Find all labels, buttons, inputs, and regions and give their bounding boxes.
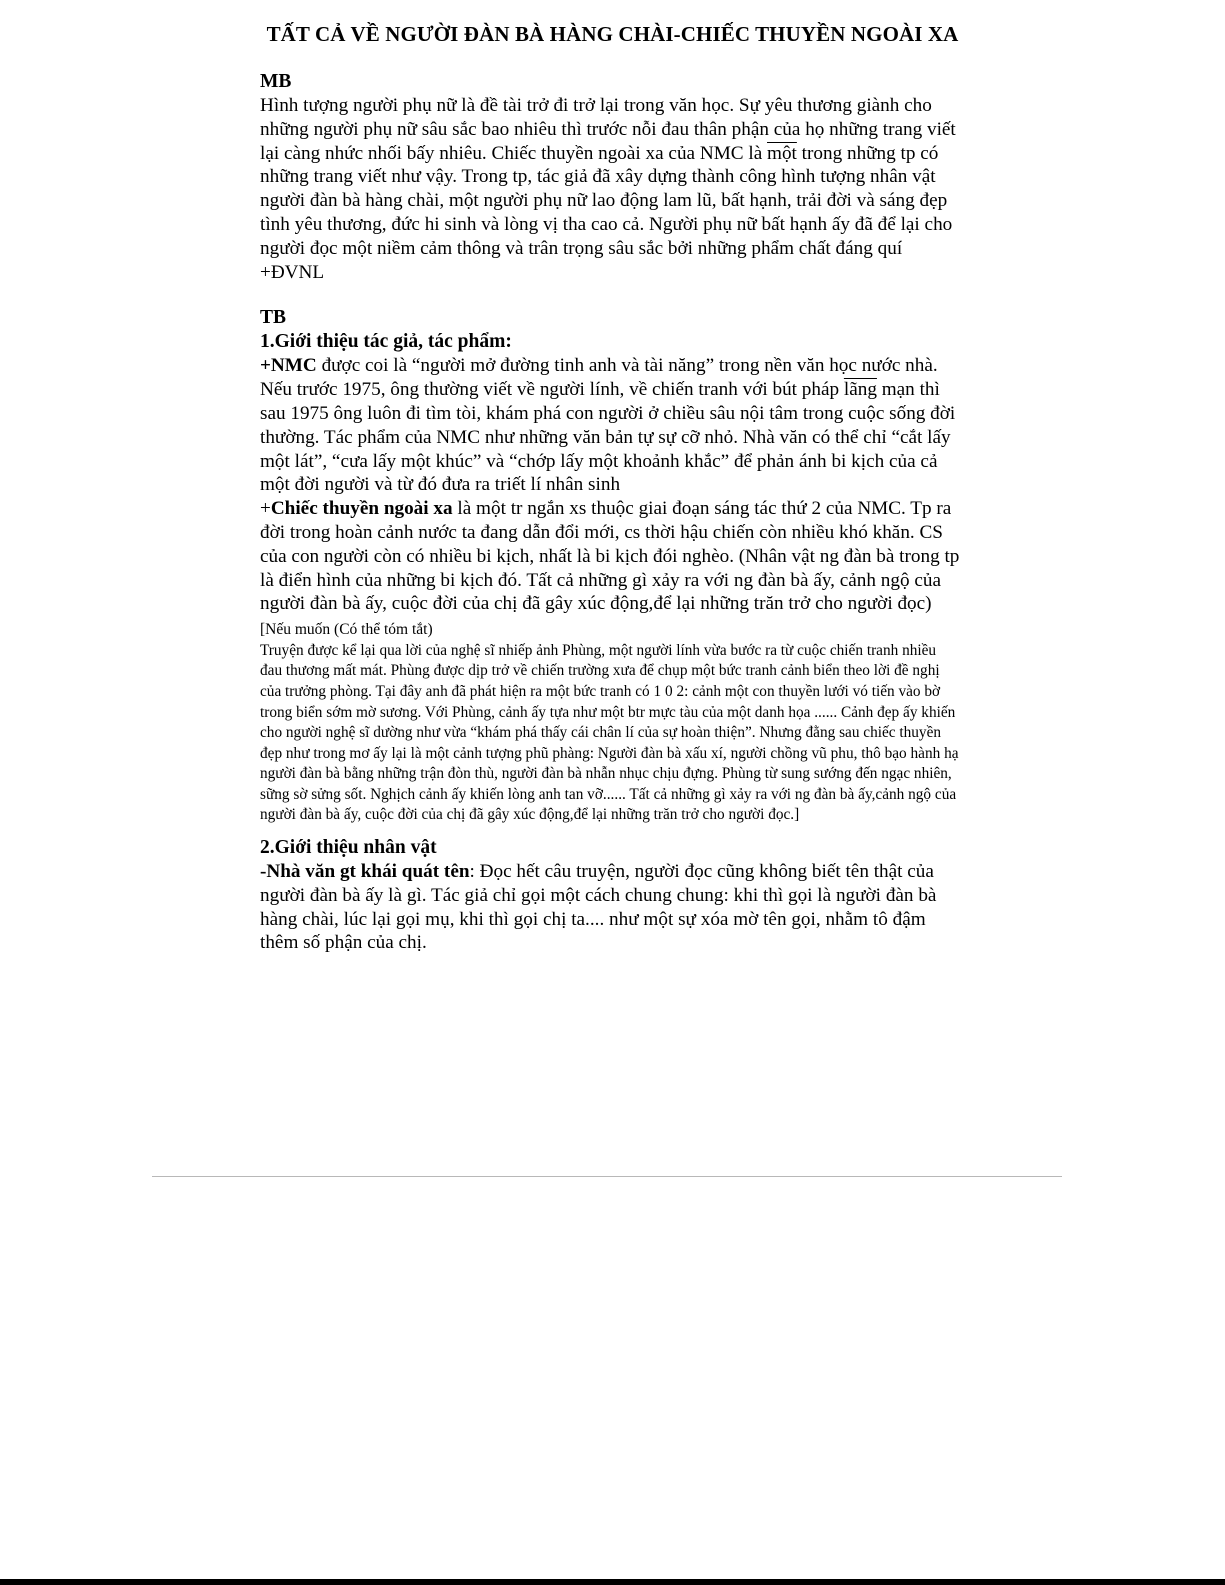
section2-heading: 2.Giới thiệu nhân vật (260, 837, 437, 859)
nmc-paragraph (260, 354, 960, 497)
mb-text-part2: trong những tp có những trang viết như vậy. Trong tp, tác giả đã xây dựng thành công hình tượng nhân vật người đàn bà hàng chài, một người phụ nữ lao động lam lũ, bất hạnh, trải đời và sáng đẹp tình yêu thương, đức hi sinh và lòng vị tha cao cả. Người phụ nữ bất hạnh ấy đã để lại cho người đọc một niềm cảm thông và trân trọng sâu sắc bởi những phẩm chất đáng quí +ĐVNL (260, 142, 953, 283)
summary-paragraph: Truyện được kể lại qua lời của nghệ sĩ nhiếp ảnh Phùng, một người lính vừa bước ra từ cuộc chiến tranh nhiều đau thương mất mát. Phùng được dịp trở về chiến trường xưa để chụp một bức tranh cảnh biển theo lời đề nghị của trưởng phòng. Tại đây anh đã phát hiện ra một bức tranh có 1 0 2: cảnh một con thuyền lưới vó tiến vào bờ trong biển sớm mờ sương. Với Phùng, cảnh ấy tựa như một btr mực tàu của một danh họa ...... Cảnh đẹp ấy khiến cho người nghệ sĩ dường như vừa “khám phá thấy cái chân lí của sự hoàn thiện”. Nhưng đằng sau chiếc thuyền đẹp như trong mơ ấy lại là một cảnh tượng phũ phàng: Người đàn bà xấu xí, người chồng vũ phu, thô bạo hành hạ người đàn bà bằng những trận đòn thù, người đàn bà nhẫn nhục chịu đựng. Phùng từ sung sướng đến ngạc nhiên, sững sờ sửng sốt. Nghịch cảnh ấy khiến lòng anh tan vỡ...... Tất cả những gì xảy ra với ng đàn bà ấy,cảnh ngộ của người đàn bà ấy, cuộc đời của chị đã gây xúc động,để lại những trăn trở cho người đọc.] (260, 641, 959, 824)
work-text: là một tr ngắn xs thuộc giai đoạn sáng tác thứ 2 của NMC. Tp ra đời trong hoàn cảnh nước ta đang dẫn đổi mới, cs thời hậu chiến còn nhiều khó khăn. CS của con người còn có nhiều bi kịch, nhất là bi kịch đói nghèo. (Nhân vật ng đàn bà trong tp là điển hình của những bi kịch đó. Tất cả những gì xảy ra với ng đàn bà ấy, cảnh ngộ của người đàn bà ấy, cuộc đời của chị đã gây xúc động,để lại những trăn trở cho người đọc) (260, 498, 960, 615)
section1-heading: 1.Giới thiệu tác giả, tác phẩm: (260, 331, 512, 353)
section2-lead-text: : Đọc hết câu truyện, người đọc cũng không biết tên thật của người đàn bà ấy là gì. Tác giả chỉ gọi một cách chung chung: khi thì gọi là người đàn bà hàng chài, lúc lại gọi mụ, khi thì gọi chị ta.... như một sự xóa mờ tên gọi, nhằm tô đậm thêm số phận của chị. (260, 861, 937, 954)
mb-text-part1: Hình tượng người phụ nữ là đề tài trở đi trở lại trong văn học. Sự yêu thương giành cho những người phụ nữ sâu sắc bao nhiêu thì trước nỗi đau thân phận của họ những trang viết lại càng nhức nhối bấy nhiêu. Chiếc thuyền ngoài xa của NMC là (260, 95, 956, 164)
bottom-border (0, 1579, 1225, 1585)
mb-heading: MB (260, 71, 292, 92)
nmc-text-part1: được coi là “người mở đường tinh anh và tài năng” trong nền văn học nước nhà. Nếu trước 1975, ông thường viết về người lính, về chiến tranh với bút pháp (260, 355, 938, 401)
mb-text-overlined: $\overline{một}$ (767, 142, 797, 164)
nmc-label: +NMC (260, 355, 317, 377)
optional-note: [Nếu muốn (Có thể tóm tắt) (260, 621, 433, 639)
mb-paragraph (260, 94, 960, 284)
section2-lead-label: -Nhà văn gt khái quát tên (260, 861, 470, 883)
nmc-text-part2: mạn thì sau 1975 ông luôn đi tìm tòi, khám phá con người ở chiều sâu nội tâm trong cuộc sống đời thường. Tác phẩm của NMC như những văn bản tự sự cỡ nhỏ. Nhà văn có thể chỉ “cắt lấy một lát”, “cưa lấy một khúc” và “chớp lấy một khoảnh khắc” để phản ánh bi kịch của cả một đời người và từ đó đưa ra triết lí nhân sinh (260, 379, 956, 496)
work-label: Chiếc thuyền ngoài xa (270, 498, 453, 520)
document-title: TẤT CẢ VỀ NGƯỜI ĐÀN BÀ HÀNG CHÀI-CHIẾC THUYỀN NGOÀI XA (266, 22, 959, 46)
work-prefix: + (260, 498, 271, 520)
work-paragraph (260, 497, 960, 616)
page-divider (152, 1176, 1062, 1177)
section2-paragraph (260, 860, 960, 955)
document-body (260, 70, 960, 955)
nmc-text-overlined: lãng (843, 379, 877, 401)
tb-heading: TB (260, 307, 287, 329)
